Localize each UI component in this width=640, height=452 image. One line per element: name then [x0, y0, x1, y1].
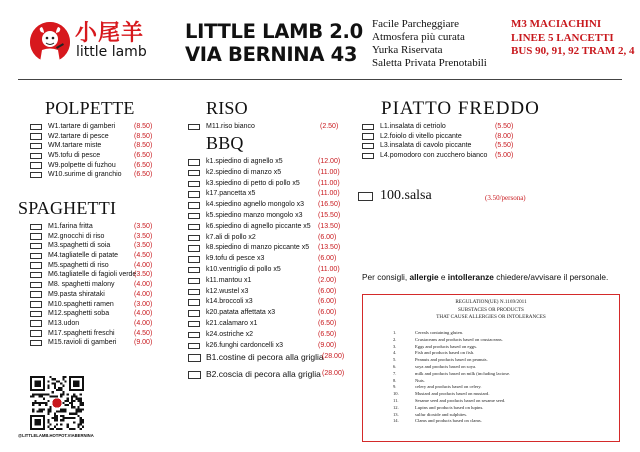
- checkbox-icon[interactable]: [30, 133, 42, 140]
- allergen-number: 13.: [393, 411, 399, 417]
- item-price: (4.00): [134, 310, 153, 318]
- item-price: (13.50): [318, 244, 341, 252]
- item-name: k3.spiedino di petto di pollo x5: [206, 179, 300, 187]
- allergen-number: 6.: [393, 363, 397, 369]
- item-price: (9.00): [134, 339, 153, 347]
- item-price: (6.50): [318, 330, 337, 338]
- item-name: WM.tartare miste: [48, 142, 102, 150]
- allergen-list: [393, 330, 510, 425]
- checkbox-icon[interactable]: [30, 291, 42, 298]
- item-price: (2.00): [318, 276, 337, 284]
- menu-item[interactable]: [188, 179, 340, 190]
- item-price: (6.50): [134, 152, 153, 160]
- checkbox-icon[interactable]: [188, 289, 200, 296]
- allergen-number: 4.: [393, 350, 397, 356]
- item-price: (12.00): [318, 158, 341, 165]
- menu-item[interactable]: [188, 122, 340, 132]
- section-title-bbq: BBQ: [206, 133, 244, 153]
- item-price: (4.00): [134, 290, 153, 298]
- menu-item[interactable]: [30, 309, 155, 319]
- headline-name: LITTLE LAMB 2.0: [185, 20, 363, 43]
- allergen-number: 1.: [393, 330, 397, 335]
- item-name: B2.coscia di pecora alla griglia: [206, 369, 321, 379]
- checkbox-icon[interactable]: [30, 320, 42, 327]
- item-name: k8.spiedino di manzo piccante x5: [206, 244, 310, 252]
- menu-item[interactable]: [188, 168, 340, 179]
- item-price: (4.50): [134, 252, 153, 260]
- menu-item[interactable]: [188, 265, 340, 276]
- allergy-note-text: chiedere/avvisare il personale.: [493, 272, 609, 282]
- allergen-number: 9.: [393, 384, 397, 390]
- menu-item[interactable]: [362, 141, 522, 151]
- checkbox-icon[interactable]: [30, 162, 42, 169]
- checkbox-icon[interactable]: [362, 124, 374, 131]
- allergen-number: 3.: [393, 343, 397, 349]
- item-price: (4.00): [134, 319, 153, 327]
- item-price: (6.00): [318, 255, 337, 263]
- item-name: M10.spaghetti ramen: [48, 300, 114, 308]
- menu-item[interactable]: [188, 243, 340, 254]
- allergy-note: [362, 272, 608, 282]
- item-price: (5.50): [495, 123, 514, 130]
- item-price: (6.50): [134, 161, 153, 169]
- allergen-item: [393, 391, 510, 398]
- regulation-title-line: REGULATION(UE) N.1169/2011: [455, 299, 527, 305]
- item-price: (16.50): [318, 201, 341, 209]
- menu-item[interactable]: [30, 300, 155, 310]
- menu-item[interactable]: [30, 280, 155, 290]
- menu-item[interactable]: [362, 132, 522, 142]
- item-name: k12.wustel x3: [206, 287, 249, 295]
- lamb-mascot-logo-icon: [30, 22, 70, 62]
- item-price: (9.00): [318, 341, 337, 349]
- checkbox-icon[interactable]: [30, 340, 42, 347]
- menu-item[interactable]: [30, 241, 155, 251]
- menu-item[interactable]: [30, 141, 155, 151]
- checkbox-icon[interactable]: [188, 321, 200, 328]
- spaghetti-list: [30, 222, 155, 348]
- item-price: (6.00): [318, 233, 337, 241]
- checkbox-icon[interactable]: [188, 267, 200, 274]
- item-name: k21.calamaro x1: [206, 319, 258, 327]
- checkbox-icon[interactable]: [188, 202, 200, 209]
- menu-item[interactable]: [30, 170, 155, 180]
- qr-caption: @LITTLELAMB.HOTPOT.VIABERNINA: [18, 433, 94, 438]
- section-title-polpette: POLPETTE: [45, 98, 135, 118]
- allergen-item: [393, 418, 510, 425]
- allergen-text: Mustard and products based on mustard.: [415, 391, 490, 397]
- header-divider: [18, 79, 622, 80]
- allergen-item: [393, 330, 510, 337]
- checkbox-icon[interactable]: [188, 371, 201, 379]
- checkbox-icon[interactable]: [362, 153, 374, 160]
- item-name: M15.ravioli di gamberi: [48, 339, 117, 347]
- allergen-text: Clams and products based on clams.: [415, 418, 482, 424]
- transit-metro: M3 MACIACHINI: [511, 18, 602, 30]
- bbq-list: [188, 157, 340, 351]
- item-price: (11.00): [318, 190, 340, 198]
- item-price: (3.50): [134, 271, 153, 279]
- item-name: k2.spiedino di manzo x5: [206, 168, 282, 176]
- checkbox-icon[interactable]: [188, 124, 200, 131]
- allergen-text: celery and products based on celery.: [415, 384, 482, 390]
- allergen-item: [393, 337, 510, 344]
- allergen-number: 2.: [393, 336, 397, 342]
- item-name: k24.ostriche x2: [206, 330, 254, 338]
- allergen-number: 11.: [393, 397, 399, 403]
- checkbox-icon[interactable]: [30, 262, 42, 269]
- checkbox-icon[interactable]: [188, 224, 200, 231]
- item-name: L1.insalata di cetriolo: [380, 123, 446, 130]
- menu-item[interactable]: [188, 319, 340, 330]
- allergy-note-bold: allergie: [409, 272, 439, 282]
- checkbox-icon[interactable]: [188, 213, 200, 220]
- item-name: M12.spaghetti soba: [48, 310, 110, 318]
- menu-item[interactable]: [30, 251, 155, 261]
- item-price: (28.00): [322, 353, 345, 360]
- feature-item: Atmosfera più curata: [372, 31, 465, 43]
- checkbox-icon[interactable]: [30, 224, 42, 231]
- menu-item[interactable]: [30, 261, 155, 271]
- allergen-text: Eggs and products based on eggs.: [415, 343, 478, 349]
- menu-item[interactable]: [188, 330, 340, 341]
- checkbox-icon[interactable]: [30, 243, 42, 250]
- instagram-qr-code-icon[interactable]: [30, 376, 84, 430]
- allergen-text: soya and products based on soya.: [415, 363, 477, 369]
- item-price: (8.00): [495, 132, 514, 140]
- item-name: k4.spiedino agnello mongolo x3: [206, 201, 305, 209]
- checkbox-icon[interactable]: [188, 245, 200, 252]
- menu-item[interactable]: [188, 287, 340, 298]
- allergy-note-text: e: [438, 272, 448, 282]
- riso-list: [188, 122, 340, 132]
- logo-english-text: little lamb: [76, 44, 147, 60]
- transit-lines: LINEE 5 LANCETTI: [511, 31, 614, 44]
- item-price: (11.00): [318, 265, 340, 273]
- item-name: M13.udon: [48, 319, 80, 327]
- menu-item[interactable]: [188, 233, 340, 244]
- regulation-title-line: SUBSTACES OR PRODUCTS: [458, 306, 524, 313]
- item-name: k20.patata affettata x3: [206, 309, 276, 317]
- item-name: W10.surime di granchio: [48, 171, 122, 179]
- item-name: W1.tartare di gamberi: [48, 123, 116, 130]
- brand-logo: [30, 20, 172, 64]
- salsa-name: 100.salsa: [380, 188, 432, 203]
- item-price: (4.00): [134, 281, 153, 289]
- menu-item[interactable]: [188, 189, 340, 200]
- item-name: k9.tofu di pesce x3: [206, 255, 265, 263]
- allergen-number: 5.: [393, 357, 397, 363]
- item-price: (2.50): [320, 123, 339, 130]
- menu-item[interactable]: [30, 132, 155, 142]
- menu-item[interactable]: [30, 270, 155, 280]
- checkbox-icon[interactable]: [30, 330, 42, 337]
- checkbox-icon[interactable]: [30, 272, 42, 279]
- bbq-extra-row[interactable]: [188, 352, 346, 363]
- menu-item[interactable]: [188, 157, 340, 168]
- menu-item[interactable]: [30, 329, 155, 339]
- checkbox-icon[interactable]: [30, 172, 42, 179]
- checkbox-icon[interactable]: [188, 299, 200, 306]
- item-price: (8.50): [134, 142, 153, 150]
- checkbox-icon[interactable]: [30, 233, 42, 240]
- checkbox-icon[interactable]: [362, 143, 374, 150]
- allergy-note-text: Per consigli,: [362, 272, 410, 282]
- menu-item[interactable]: [30, 151, 155, 161]
- item-price: (11.00): [318, 168, 340, 176]
- item-price: (8.50): [134, 132, 153, 140]
- item-price: (28.00): [322, 370, 345, 377]
- bbq-extra-row[interactable]: [188, 369, 346, 380]
- menu-item[interactable]: [188, 297, 340, 308]
- menu-item[interactable]: [30, 222, 155, 232]
- checkbox-icon[interactable]: [188, 354, 201, 362]
- checkbox-icon[interactable]: [188, 191, 200, 198]
- salsa-price: (3.50/persona): [485, 194, 526, 202]
- menu-item[interactable]: [362, 122, 522, 132]
- feature-item: Saletta Privata Prenotabili: [372, 57, 487, 69]
- checkbox-icon[interactable]: [30, 153, 42, 160]
- item-price: (4.50): [134, 329, 153, 337]
- allergen-item: [393, 357, 510, 364]
- allergen-item: [393, 364, 510, 371]
- menu-item[interactable]: [188, 308, 340, 319]
- allergen-number: 7.: [393, 370, 397, 376]
- checkbox-icon[interactable]: [30, 253, 42, 260]
- allergen-text: Lupins and products based on lupins.: [415, 404, 484, 410]
- checkbox-icon[interactable]: [188, 332, 200, 339]
- item-price: (6.00): [318, 287, 337, 295]
- menu-item[interactable]: [30, 290, 155, 300]
- allergen-regulation-box: [362, 294, 620, 442]
- item-price: (5.50): [495, 142, 514, 150]
- checkbox-icon[interactable]: [188, 235, 200, 242]
- checkbox-icon[interactable]: [30, 282, 42, 289]
- allergen-item: [393, 398, 510, 405]
- item-name: M1.farina fritta: [48, 223, 93, 230]
- item-name: W5.tofu di pesce: [48, 152, 101, 160]
- allergen-text: Nuts.: [415, 377, 425, 383]
- allergen-number: 8.: [393, 377, 397, 383]
- item-name: k11.mantou x1: [206, 276, 252, 284]
- polpette-list: [30, 122, 155, 180]
- allergen-number: 10.: [393, 391, 399, 397]
- item-name: M6.tagliatelle di fagioli verde: [48, 271, 137, 279]
- item-price: (3.50): [134, 242, 153, 250]
- item-name: L2.foiolo di vitello piccante: [380, 132, 462, 140]
- headline-address: VIA BERNINA 43: [185, 43, 358, 66]
- allergen-item: [393, 384, 510, 391]
- allergen-item: [393, 371, 510, 378]
- menu-item[interactable]: [188, 254, 340, 265]
- menu-item[interactable]: [30, 122, 155, 132]
- features-list: [372, 18, 487, 70]
- checkbox-icon[interactable]: [30, 311, 42, 318]
- allergen-text: Crustaceans and products based on crustaceans.: [415, 336, 503, 342]
- checkbox-icon[interactable]: [362, 133, 374, 140]
- allergen-text: Sesame seed and products based on sesame seed.: [415, 397, 506, 403]
- item-price: (6.00): [318, 309, 337, 317]
- allergen-text: Cereals containing gluten.: [415, 330, 464, 335]
- checkbox-icon[interactable]: [188, 256, 200, 263]
- item-price: (3.00): [134, 300, 153, 308]
- item-name: k1.spiedino di agnello x5: [206, 158, 283, 165]
- menu-item[interactable]: [30, 319, 155, 329]
- checkbox-icon[interactable]: [188, 181, 200, 188]
- item-price: (13.50): [318, 222, 341, 230]
- item-price: (6.00): [318, 298, 337, 306]
- logo-chinese-text: 小尾羊: [75, 21, 145, 46]
- menu-item[interactable]: [188, 211, 340, 222]
- feature-item: Facile Parcheggiare: [372, 18, 460, 30]
- menu-item[interactable]: [188, 200, 340, 211]
- item-price: (6.50): [134, 171, 153, 179]
- allergen-item: [393, 344, 510, 351]
- item-name: M11.riso bianco: [206, 123, 255, 130]
- item-name: k14.broccoli x3: [206, 298, 253, 306]
- feature-item: Yurka Riservata: [372, 44, 443, 56]
- restaurant-headline: [185, 20, 363, 66]
- item-name: B1.costine di pecora alla griglia: [206, 352, 324, 362]
- checkbox-icon[interactable]: [30, 143, 42, 150]
- item-name: M9.pasta shirataki: [48, 290, 105, 298]
- allergen-item: [393, 405, 510, 412]
- item-name: M8. spaghetti malony: [48, 281, 115, 289]
- allergen-text: Peanuts and products based on peanuts.: [415, 357, 488, 363]
- checkbox-icon[interactable]: [188, 159, 200, 166]
- section-title-piatto-freddo: PIATTO FREDDO: [381, 98, 540, 119]
- allergen-item: [393, 378, 510, 385]
- item-name: W2.tartare di pesce: [48, 132, 109, 140]
- allergen-item: [393, 412, 510, 419]
- regulation-title: [363, 299, 619, 322]
- checkbox-icon[interactable]: [30, 124, 42, 131]
- item-price: (8.50): [134, 123, 153, 130]
- menu-item[interactable]: [188, 341, 340, 352]
- item-price: (4.00): [134, 261, 153, 269]
- item-price: (5.00): [495, 152, 514, 160]
- checkbox-icon[interactable]: [358, 192, 373, 201]
- allergen-text: milk and products based on milk (including lactose.: [415, 370, 511, 376]
- checkbox-icon[interactable]: [188, 170, 200, 177]
- allergen-text: sulfur dioxide and sulphites.: [415, 411, 468, 417]
- item-name: M5.spaghetti di riso: [48, 261, 109, 269]
- piatto-freddo-list: [362, 122, 522, 161]
- item-price: (11.00): [318, 179, 340, 187]
- menu-item[interactable]: [188, 222, 340, 233]
- checkbox-icon[interactable]: [188, 310, 200, 317]
- item-name: k10.ventriglio di pollo x5: [206, 265, 281, 273]
- item-name: k7.ali di pollo x2: [206, 233, 256, 241]
- allergen-number: 12.: [393, 404, 399, 410]
- allergen-number: 14.: [393, 418, 399, 424]
- item-price: (15.50): [318, 211, 341, 219]
- item-price: (6.50): [318, 319, 337, 327]
- item-name: M4.tagliatelle di patate: [48, 252, 119, 260]
- menu-item[interactable]: [30, 161, 155, 171]
- item-name: k17.pancetta x5: [206, 190, 256, 198]
- item-name: k26.funghi cardoncelli x3: [206, 341, 284, 349]
- item-name: W9.polpette di fuzhou: [48, 161, 116, 169]
- item-name: k5.spiedino manzo mongolo x3: [206, 211, 303, 219]
- allergen-text: Fish and products based on fish.: [415, 350, 475, 356]
- item-price: (3.50): [134, 232, 153, 240]
- allergy-note-bold: intolleranze: [447, 272, 494, 282]
- menu-item[interactable]: [30, 338, 155, 348]
- menu-item[interactable]: [362, 151, 522, 161]
- section-title-spaghetti: SPAGHETTI: [18, 198, 117, 218]
- item-price: (3.50): [134, 223, 153, 230]
- item-name: M17.spaghetti freschi: [48, 329, 115, 337]
- item-name: M2.gnocchi di riso: [48, 232, 105, 240]
- salsa-row[interactable]: [358, 188, 608, 210]
- transit-bus-tram: BUS 90, 91, 92 TRAM 2, 4: [511, 45, 635, 57]
- item-name: M3.spaghetti di soia: [48, 242, 111, 250]
- transit-info: [511, 18, 635, 59]
- section-title-riso: RISO: [206, 98, 248, 118]
- allergen-item: [393, 350, 510, 357]
- menu-item[interactable]: [30, 232, 155, 242]
- checkbox-icon[interactable]: [188, 343, 200, 350]
- item-name: L3.insalata di cavolo piccante: [380, 142, 472, 150]
- checkbox-icon[interactable]: [188, 278, 200, 285]
- item-name: k6.spiedino di agnello piccante x5: [206, 222, 311, 230]
- regulation-title-line: THAT CAUSE ALLERGIES OR INTOLERANCES: [436, 314, 546, 320]
- checkbox-icon[interactable]: [30, 301, 42, 308]
- menu-item[interactable]: [188, 276, 340, 287]
- item-name: L4.pomodoro con zucchero bianco: [380, 152, 488, 160]
